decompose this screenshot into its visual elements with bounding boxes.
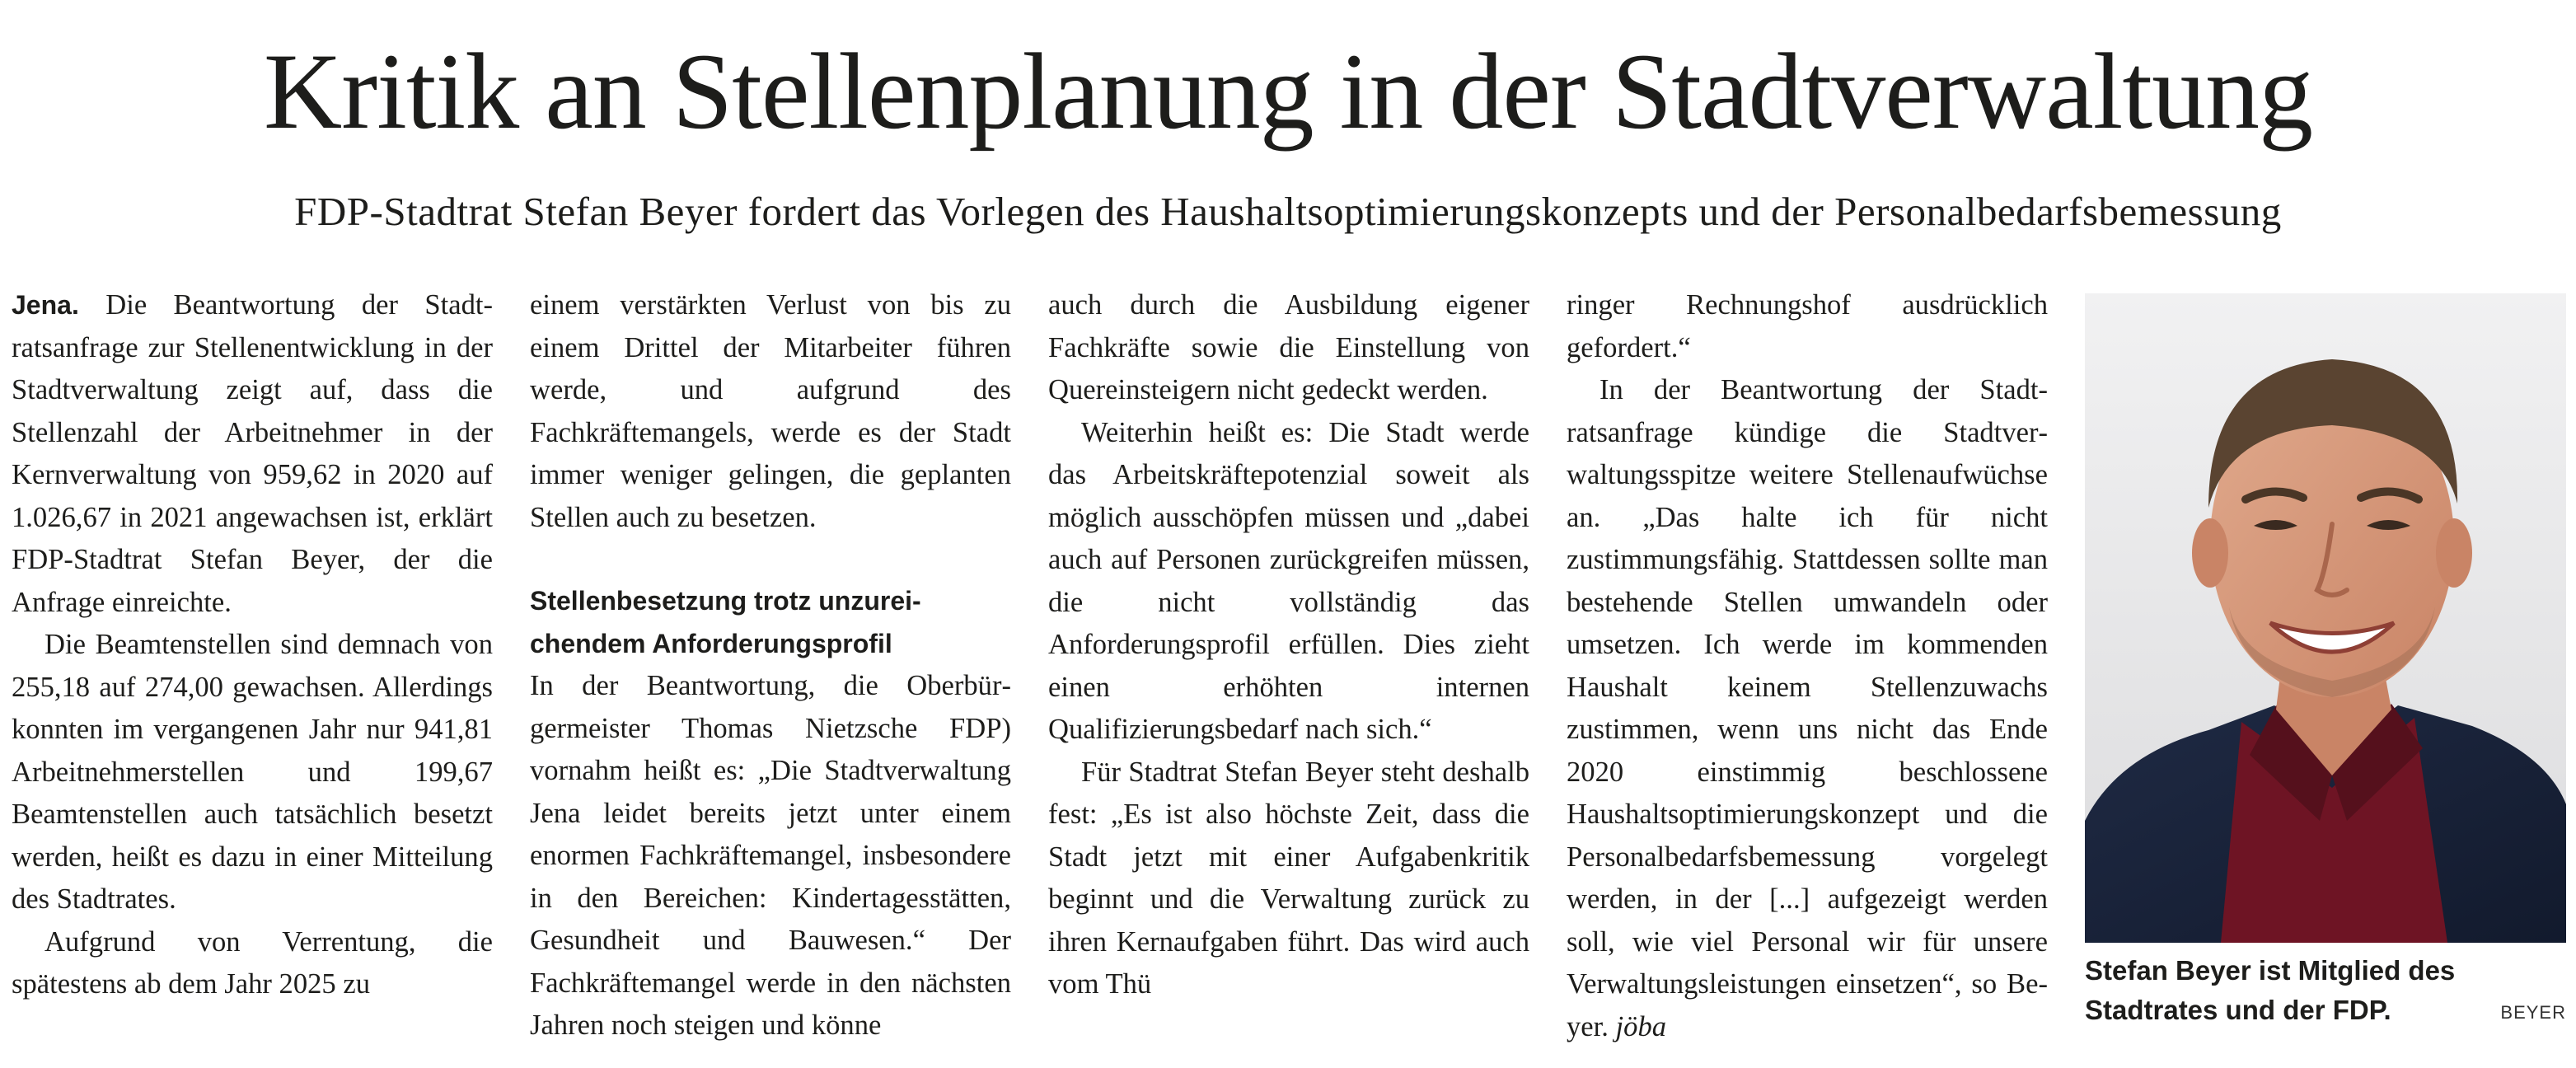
paragraph-text: Die Beantwortung der Stadtratsanfrage zur Stellenentwicklung in der Stadtverwaltung zeigt auf, dass die Stellenzahl der Arbeitnehmer in der Kernverwaltung von 959,62 in 2020 auf 1.026,67 in 2021 angewachsen ist, erklärt FDP-Stadtrat Stefan Beyer, der die Anfrage einreichte. — [12, 289, 493, 618]
photo-caption: Stefan Beyer ist Mitglied des Stadtrates und der FDP. — [2085, 955, 2456, 1025]
paragraph-text: In der Beantwortung der Stadtratsanfrage kündige die Stadtverwaltungsspitze weitere Stellenaufwüchse an. „Das halte ich für nicht zustimmungsfähig. Stattdessen sollte man bestehende Stellen umwandeln oder umsetzen. Ich werde im kommenden Haushalt keinem Stellenzuwachs zustimmen, wenn uns nicht das Ende 2020 einstimmig beschlossene Haushaltsoptimierungskonzept und die Personalbedarfsbemessung vorgelegt werden, in der [...] aufgezeigt werden soll, wie viel Personal wir für unsere Verwaltungsleistungen einsetzen“, so Beyer. — [1567, 374, 2048, 1042]
dateline: Jena. — [12, 290, 79, 320]
article-column-1 — [12, 284, 493, 1006]
headline: Kritik an Stellenplanung in der Stadtverwaltung — [263, 30, 2313, 152]
article-paragraph: In der Beantwortung, die Oberbürgermeister Thomas Nietzsche FDP) vornahm heißt es: „Die Stadtverwaltung Jena leidet bereits jetzt unter einem enormen Fachkräftemangel, insbesondere in den Bereichen: Kindertagesstätten, Gesundheit und Bauwesen.“ Der Fachkräftemangel werde in den nächsten Jahren noch steigen und könne — [530, 670, 1011, 1041]
subheadline: FDP-Stadtrat Stefan Beyer fordert das Vorlegen des Haushaltsoptimierungskonzepts und der Personalbedarfsbemessung — [294, 189, 2282, 234]
article-paragraph: Weiterhin heißt es: Die Stadt werde das Arbeitskräftepotenzial soweit als möglich ausschöpfen müssen und „dabei auch auf Personen zurückgreifen müssen, die nicht vollständig das Anforderungsprofil erfüllen. Dies zieht einen erhöhten internen Qualifizierungsbedarf nach sich.“ — [1048, 416, 1529, 745]
article-paragraph — [1567, 369, 2048, 1048]
photo-credit: BEYER — [2500, 1002, 2566, 1023]
article-paragraph — [12, 284, 493, 624]
article-column-3 — [1048, 284, 1529, 1006]
article-paragraph: Aufgrund von Verrentung, die spätestens ab dem Jahr 2025 zu — [12, 925, 493, 1000]
portrait-photo — [2085, 293, 2566, 943]
article-column-2 — [530, 284, 1011, 1047]
article-paragraph: Für Stadtrat Stefan Beyer steht deshalb fest: „Es ist also höchste Zeit, dass die Stadt jetzt mit einer Aufgabenkritik beginnt und die Verwaltung zurück zu ihren Kernaufgaben führt. Das wird auch vom Thü — [1048, 756, 1529, 1000]
article-paragraph: ringer Rechnungshof ausdrücklich gefordert.“ — [1567, 289, 2048, 363]
article-column-4 — [1567, 284, 2048, 1048]
article-paragraph: einem verstärkten Verlust von bis zu einem Drittel der Mitarbeiter führen werde, und aufgrund des Fachkräftemangels, werde es der Stadt immer weniger gelingen, die geplanten Stellen auch zu besetzen. — [530, 289, 1011, 533]
section-subheading: Stellenbesetzung trotz unzureichendem Anforderungsprofil — [530, 586, 921, 658]
article-paragraph: Die Beamtenstellen sind demnach von 255,18 auf 274,00 gewachsen. Allerdings konnten im vergangenen Jahr nur 941,81 Arbeitnehmerstellen und 199,67 Beamtenstellen auch tatsächlich besetzt werden, heißt es dazu in einer Mitteilung des Stadtrates. — [12, 629, 493, 915]
author-initials: jöba — [1615, 1010, 1667, 1042]
article-paragraph: auch durch die Ausbildung eigener Fachkräfte sowie die Einstellung von Quereinsteigern nicht gedeckt werden. — [1048, 289, 1529, 405]
portrait-illustration — [2085, 293, 2566, 943]
